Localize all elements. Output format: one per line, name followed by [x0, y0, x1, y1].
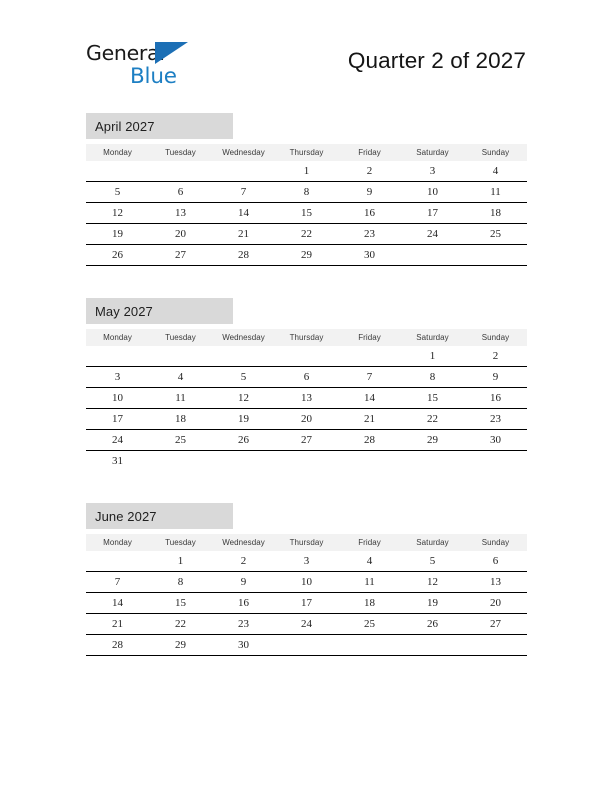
day-cell[interactable]: 25: [149, 430, 212, 451]
day-cell[interactable]: 24: [401, 224, 464, 245]
week-row: [86, 346, 527, 367]
day-cell-empty: [338, 635, 401, 656]
day-cell[interactable]: 22: [149, 614, 212, 635]
month-block: [86, 298, 527, 471]
day-cell-empty: [338, 451, 401, 472]
month-block: [86, 503, 527, 656]
day-cell[interactable]: 28: [212, 245, 275, 266]
month-grid: [86, 329, 527, 471]
day-cell[interactable]: 9: [212, 572, 275, 593]
day-cell[interactable]: 31: [112, 455, 123, 467]
day-cell[interactable]: 4: [464, 161, 527, 182]
weekday-header-saturday: Saturday: [401, 144, 464, 161]
day-cell[interactable]: 10: [86, 388, 149, 409]
month-title: June 2027: [95, 508, 157, 524]
weekday-header-row: [86, 144, 527, 161]
day-cell[interactable]: 10: [401, 182, 464, 203]
day-cell[interactable]: 20: [464, 593, 527, 614]
day-cell[interactable]: 6: [149, 182, 212, 203]
day-cell-empty: [338, 346, 401, 367]
day-cell-empty: [86, 161, 149, 182]
day-cell[interactable]: 27: [149, 245, 212, 266]
day-cell-empty: [212, 161, 275, 182]
day-cell[interactable]: 22: [401, 409, 464, 430]
month-grid: [86, 534, 527, 656]
day-cell[interactable]: 19: [401, 593, 464, 614]
week-row: [86, 551, 527, 572]
day-cell[interactable]: 5: [212, 367, 275, 388]
week-row: [86, 203, 527, 224]
day-cell[interactable]: 18: [149, 409, 212, 430]
logo-triangle-icon: [155, 42, 188, 64]
weekday-header-friday: Friday: [338, 144, 401, 161]
day-cell[interactable]: 6: [275, 367, 338, 388]
weekday-header-tuesday: Tuesday: [149, 329, 212, 346]
month-title-bar: [86, 298, 233, 324]
weekday-header-thursday: Thursday: [275, 144, 338, 161]
day-cell[interactable]: 17: [86, 409, 149, 430]
weekday-header-monday: Monday: [86, 144, 149, 161]
day-cell-empty: [149, 161, 212, 182]
day-cell-empty: [464, 245, 527, 266]
month-title: April 2027: [95, 118, 155, 134]
day-cell[interactable]: 23: [212, 614, 275, 635]
day-cell[interactable]: 1: [275, 161, 338, 182]
day-cell[interactable]: 4: [149, 367, 212, 388]
day-cell[interactable]: 12: [401, 572, 464, 593]
day-cell[interactable]: 10: [275, 572, 338, 593]
day-cell[interactable]: 13: [149, 203, 212, 224]
day-cell-empty: [401, 245, 464, 266]
day-cell[interactable]: 8: [149, 572, 212, 593]
weekday-header-sunday: Sunday: [464, 534, 527, 551]
day-cell[interactable]: 3: [275, 551, 338, 572]
weekday-header-monday: Monday: [86, 534, 149, 551]
weekday-header-tuesday: Tuesday: [149, 534, 212, 551]
weekday-header-thursday: Thursday: [275, 534, 338, 551]
day-cell[interactable]: 24: [275, 614, 338, 635]
day-cell[interactable]: 9: [338, 182, 401, 203]
day-cell-empty: [275, 635, 338, 656]
day-cell[interactable]: 12: [212, 388, 275, 409]
week-row: [86, 430, 527, 451]
day-cell[interactable]: 13: [464, 572, 527, 593]
weekday-header-wednesday: Wednesday: [212, 329, 275, 346]
day-cell[interactable]: 14: [86, 593, 149, 614]
month-title: May 2027: [95, 303, 153, 319]
day-cell[interactable]: 26: [401, 614, 464, 635]
week-row: [86, 367, 527, 388]
day-cell[interactable]: 13: [275, 388, 338, 409]
day-cell[interactable]: 22: [275, 224, 338, 245]
day-cell[interactable]: 11: [149, 388, 212, 409]
logo-top-row: [86, 41, 296, 65]
weekday-header-friday: Friday: [338, 534, 401, 551]
week-row: [86, 614, 527, 635]
day-cell-empty: [464, 635, 527, 656]
weekday-header-friday: Friday: [338, 329, 401, 346]
day-cell[interactable]: 9: [464, 367, 527, 388]
logo-bottom-row: [86, 64, 296, 90]
day-cell[interactable]: 18: [338, 593, 401, 614]
week-row: [86, 593, 527, 614]
day-cell-empty: [464, 451, 527, 472]
day-cell[interactable]: 19: [212, 409, 275, 430]
day-cell[interactable]: 4: [338, 551, 401, 572]
day-cell[interactable]: 8: [401, 367, 464, 388]
day-cell[interactable]: 26: [212, 430, 275, 451]
day-cell[interactable]: 1: [401, 346, 464, 367]
day-cell[interactable]: 26: [86, 245, 149, 266]
day-cell[interactable]: 28: [86, 635, 149, 656]
day-cell[interactable]: 15: [401, 388, 464, 409]
page-header: [0, 38, 612, 94]
day-cell[interactable]: 30: [212, 635, 275, 656]
day-cell[interactable]: 23: [338, 224, 401, 245]
day-cell[interactable]: 3: [401, 161, 464, 182]
day-cell-empty: [212, 346, 275, 367]
weekday-header-saturday: Saturday: [401, 534, 464, 551]
day-cell[interactable]: 23: [464, 409, 527, 430]
day-cell-empty: [275, 346, 338, 367]
day-cell[interactable]: 6: [464, 551, 527, 572]
day-cell-empty: [149, 346, 212, 367]
day-cell[interactable]: 30: [338, 245, 401, 266]
day-cell[interactable]: 20: [149, 224, 212, 245]
day-cell-empty: [212, 451, 275, 472]
day-cell[interactable]: 11: [338, 572, 401, 593]
day-cell[interactable]: 25: [338, 614, 401, 635]
day-cell-empty: [149, 451, 212, 472]
weekday-header-tuesday: Tuesday: [149, 144, 212, 161]
day-cell[interactable]: 21: [338, 409, 401, 430]
day-cell[interactable]: 29: [275, 245, 338, 266]
logo-word-blue: Blue: [130, 64, 177, 89]
week-row: [86, 451, 527, 472]
week-row: [86, 182, 527, 203]
day-cell[interactable]: 2: [464, 346, 527, 367]
day-cell-empty: [401, 635, 464, 656]
day-cell[interactable]: 5: [401, 551, 464, 572]
week-row: [86, 572, 527, 593]
day-cell[interactable]: 15: [275, 203, 338, 224]
day-cell[interactable]: 16: [338, 203, 401, 224]
logo-word-general: General: [86, 41, 165, 65]
day-cell[interactable]: 7: [338, 367, 401, 388]
day-cell[interactable]: 20: [275, 409, 338, 430]
day-cell-empty: [86, 551, 149, 572]
day-cell[interactable]: 5: [86, 182, 149, 203]
day-cell[interactable]: 7: [212, 182, 275, 203]
week-row: [86, 409, 527, 430]
weekday-header-row: [86, 534, 527, 551]
day-cell[interactable]: 3: [86, 367, 149, 388]
page-title: Quarter 2 of 2027: [347, 48, 526, 73]
day-cell[interactable]: 29: [401, 430, 464, 451]
weekday-header-wednesday: Wednesday: [212, 534, 275, 551]
week-row: [86, 635, 527, 656]
weekday-header-saturday: Saturday: [401, 329, 464, 346]
day-cell[interactable]: 21: [212, 224, 275, 245]
day-cell[interactable]: 2: [212, 551, 275, 572]
month-list: [86, 113, 527, 656]
day-cell[interactable]: 12: [86, 203, 149, 224]
day-cell[interactable]: 1: [149, 551, 212, 572]
weekday-header-monday: Monday: [86, 329, 149, 346]
weekday-header-wednesday: Wednesday: [212, 144, 275, 161]
day-cell[interactable]: 16: [212, 593, 275, 614]
day-cell[interactable]: 16: [464, 388, 527, 409]
day-cell[interactable]: 18: [464, 203, 527, 224]
day-cell[interactable]: 25: [464, 224, 527, 245]
day-cell[interactable]: 2: [338, 161, 401, 182]
day-cell[interactable]: 8: [275, 182, 338, 203]
day-cell-empty: [86, 346, 149, 367]
week-row: [86, 245, 527, 266]
day-cell[interactable]: 27: [275, 430, 338, 451]
weekday-header-sunday: Sunday: [464, 329, 527, 346]
day-cell-empty: [275, 451, 338, 472]
month-grid: [86, 144, 527, 266]
month-title-bar: [86, 113, 233, 139]
weekday-header-thursday: Thursday: [275, 329, 338, 346]
day-cell[interactable]: 27: [464, 614, 527, 635]
general-blue-logo[interactable]: [86, 41, 296, 91]
day-cell[interactable]: 30: [464, 430, 527, 451]
day-cell[interactable]: 14: [338, 388, 401, 409]
day-cell[interactable]: 24: [86, 430, 149, 451]
day-cell[interactable]: 11: [464, 182, 527, 203]
month-block: [86, 113, 527, 266]
day-cell[interactable]: 17: [275, 593, 338, 614]
day-cell[interactable]: 14: [212, 203, 275, 224]
week-row: [86, 388, 527, 409]
day-cell[interactable]: 7: [86, 572, 149, 593]
day-cell[interactable]: 17: [401, 203, 464, 224]
day-cell[interactable]: 21: [86, 614, 149, 635]
week-row: [86, 224, 527, 245]
day-cell[interactable]: 28: [338, 430, 401, 451]
day-cell[interactable]: 15: [149, 593, 212, 614]
day-cell[interactable]: 29: [149, 635, 212, 656]
weekday-header-row: [86, 329, 527, 346]
weekday-header-sunday: Sunday: [464, 144, 527, 161]
month-title-bar: [86, 503, 233, 529]
day-cell-empty: [401, 451, 464, 472]
week-row: [86, 161, 527, 182]
day-cell[interactable]: 19: [86, 224, 149, 245]
